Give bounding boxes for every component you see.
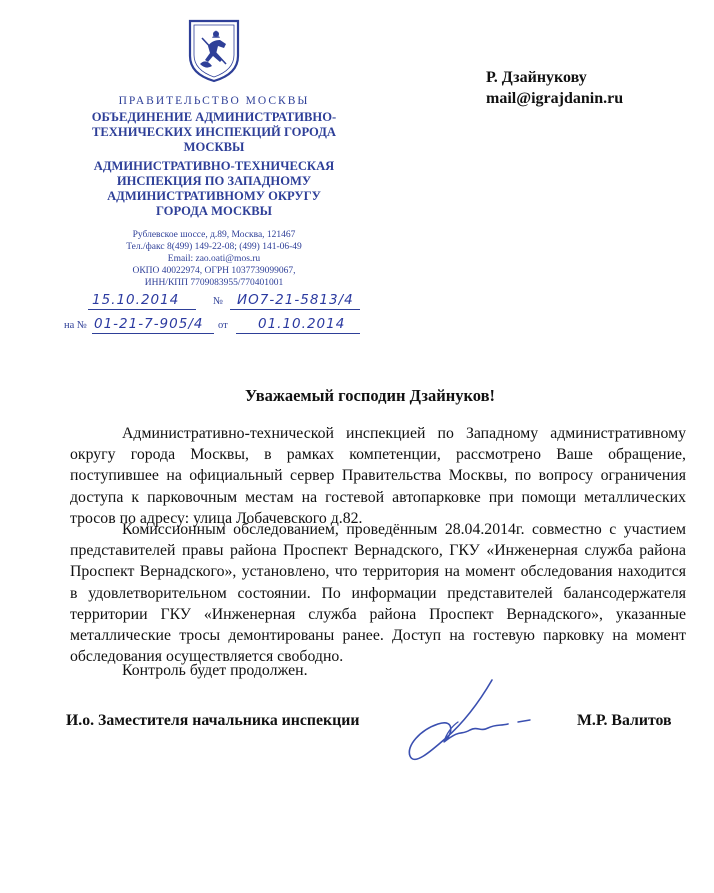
outgoing-date: 15.10.2014 xyxy=(92,292,180,308)
reply-number: 01-21-7-905/4 xyxy=(94,316,204,332)
outgoing-number-line xyxy=(230,309,360,310)
reply-prefix: на № xyxy=(64,320,87,331)
paragraph-3: Контроль будет продолжен. xyxy=(122,662,308,679)
moscow-coat-of-arms-icon xyxy=(186,18,242,84)
addressee-name: Р. Дзайнукову xyxy=(486,69,587,86)
contact-inn: ИНН/КПП 7709083955/770401001 xyxy=(144,278,284,288)
contact-details xyxy=(70,229,358,289)
from-label: от xyxy=(218,320,228,331)
reply-number-line xyxy=(92,333,214,334)
reply-date-line xyxy=(236,333,360,334)
organization-name: ОБЪЕДИНЕНИЕ АДМИНИСТРАТИВНО- ТЕХНИЧЕСКИХ ИНСПЕКЦИЙ ГОРОДА МОСКВЫ xyxy=(91,110,337,154)
contact-address: Рублевское шоссе, д.89, Москва, 121467 xyxy=(132,230,296,240)
addressee xyxy=(486,67,623,109)
signatory-name: М.Р. Валитов xyxy=(577,712,672,729)
government-title: ПРАВИТЕЛЬСТВО МОСКВЫ xyxy=(118,95,310,107)
number-label: № xyxy=(213,296,224,307)
reply-date: 01.10.2014 xyxy=(258,316,346,332)
signatory-role: И.о. Заместителя начальника инспекции xyxy=(66,712,360,729)
outgoing-number: ИО7-21-5813/4 xyxy=(237,292,354,308)
paragraph-2: Комиссионным обследованием, проведённым 28.04.2014г. совместно с участием представителей правы района Проспект Вернадского, ГКУ «Инженерная служба района Проспект Вернадского», установлено, что территория на момент обследования находится в удовлетворительном состоянии. По информации представителей балансодержателя территории ГКУ «Инженерная служба района Проспект Вернадского», указанные металлические тросы демонтированы ранее. Доступ на гостевую парковку на момент обследования осуществляется свободно. xyxy=(70,521,686,666)
paragraph-1: Административно-технической инспекцией по Западному административному округу города Москвы, в рамках компетенции, рассмотрено Ваше обращение, поступившее на официальный сервер Правительства Москвы, по вопросу ограничения доступа к парковочным местам на гостевой автопарковке при помощи металлических тросов по адресу: улица Лобачевского д.82. xyxy=(70,425,686,527)
greeting: Уважаемый господин Дзайнуков! xyxy=(244,386,496,405)
contact-email: Email: zao.oati@mos.ru xyxy=(167,254,261,264)
inspection-name: АДМИНИСТРАТИВНО-ТЕХНИЧЕСКАЯ ИНСПЕКЦИЯ ПО ЗАПАДНОМУ АДМИНИСТРАТИВНОМУ ОКРУГУ ГОРОДА МОСКВЫ xyxy=(93,159,335,218)
contact-okpo: ОКПО 40022974, ОГРН 1037739099067, xyxy=(132,266,296,276)
outgoing-date-line xyxy=(88,309,196,310)
contact-phone: Тел./факс 8(499) 149-22-08; (499) 141-06-49 xyxy=(126,242,302,252)
addressee-email: mail@igrajdanin.ru xyxy=(486,90,624,107)
handwritten-signature-icon xyxy=(400,676,545,776)
